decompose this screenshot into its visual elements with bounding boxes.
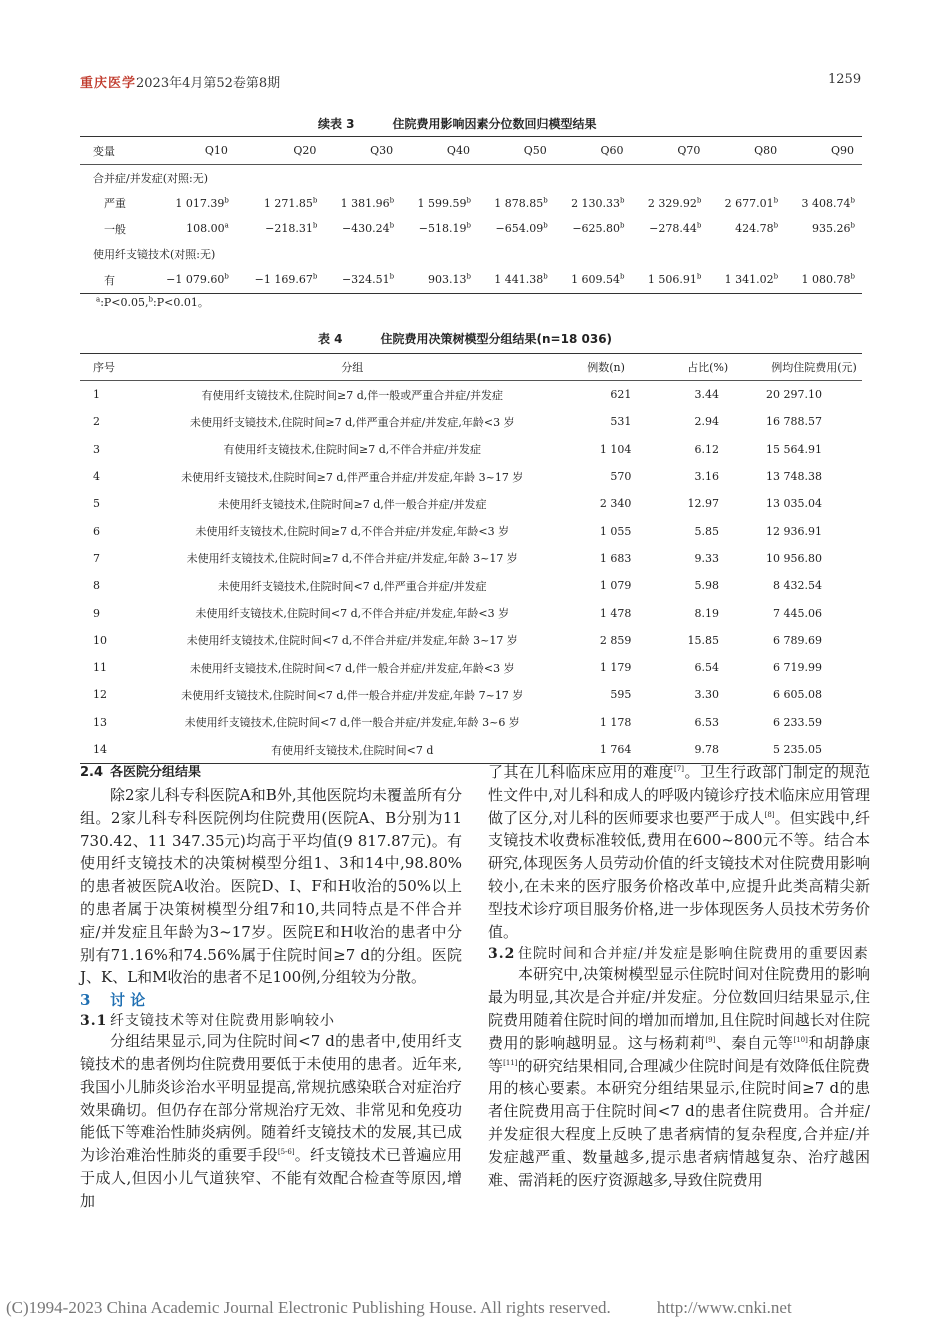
copyright-text: (C)1994-2023 China Academic Journal Electronic Publishing House. All rights reserved. [6, 1298, 611, 1317]
section-number: 3.2 [488, 946, 516, 963]
row-count: 1 179 [599, 661, 632, 675]
table3-cell [147, 191, 236, 217]
section-3-1-paragraph [80, 1030, 462, 1212]
row-cost: 10 956.80 [766, 551, 822, 565]
table3-label: 续表 3 [318, 117, 355, 131]
paragraph-text: 的研究结果相同,合理减少住院时间是有效降低住院费用的核心要素。本研究分组结果显示,住院时间≥7 d的患者住院费用高于住院时间<7 d的患者住院费用。合并症/并发症很大程度上反映了患者病情的复杂程度,合并症/并发症越严重、数量越多,提示患者病情越复杂、治疗越困难、需消耗的医疗资源越多,导致住院费用 [488, 1056, 870, 1189]
table4-title: 住院费用决策树模型分组结果(n=18 036) [380, 332, 613, 346]
row-cost: 5 235.05 [773, 743, 822, 756]
table3-cell [236, 267, 325, 293]
row-cost: 20 297.10 [766, 388, 822, 402]
table-row [80, 517, 862, 544]
table-row [80, 490, 862, 517]
table3-col-q10: Q10 [147, 137, 236, 165]
row-group: 有使用纤支镜技术,住院时间≥7 d,不伴合并症/并发症 [223, 443, 481, 457]
section-3-heading [80, 989, 462, 1010]
row-cost: 6 605.08 [773, 688, 822, 702]
row-count: 570 [610, 470, 632, 484]
row-percent: 6.54 [694, 661, 720, 675]
significance-mark: b [312, 196, 318, 205]
table3-col-q80: Q80 [708, 137, 785, 165]
row-percent: 8.19 [694, 606, 720, 620]
table3-cell [401, 267, 478, 293]
note-a-text: :P<0.05, [100, 296, 149, 309]
row-percent: 15.85 [687, 633, 720, 647]
table4-label: 表 4 [318, 332, 343, 346]
table3-cell [632, 216, 709, 242]
paragraph-text: 分组结果显示,同为住院时间<7 d的患者中,使用纤支镜技术的患者例均住院费用要低于未使用的患者。近年来,我国小儿肺炎诊治水平明显提高,常规抗感染联合对症治疗效果确切。但仍存在部分常规治疗无效、非常见和免疫功能低下等难治性肺炎病例。随着纤支镜技术的发展,其已成为诊治难治性肺炎的重要手段 [80, 1032, 462, 1165]
cell-value: −278.44 [649, 222, 697, 236]
row-index: 8 [93, 579, 100, 593]
table4-col-cost: 例均住院费用(元) [765, 354, 862, 381]
significance-mark: b [543, 196, 548, 205]
row-count: 1 104 [599, 442, 632, 456]
row-group: 有使用纤支镜技术,住院时间≥7 d,伴一般或严重合并症/并发症 [201, 388, 503, 402]
row-cost: 7 445.06 [773, 606, 822, 620]
table-row [80, 599, 862, 626]
row-percent: 6.53 [694, 715, 720, 729]
row-percent: 3.16 [694, 470, 720, 484]
row-group: 未使用纤支镜技术,住院时间≥7 d,伴严重合并症/并发症,年龄 3~17 岁 [181, 470, 524, 484]
cell-value: −654.09 [495, 222, 544, 236]
row-percent: 3.30 [694, 688, 720, 702]
row-count: 531 [610, 415, 632, 429]
significance-mark: b [850, 272, 855, 281]
cell-value: −518.19 [418, 222, 467, 236]
row-count: 1 478 [599, 606, 632, 620]
table-row [80, 408, 862, 435]
section-3-2-heading [488, 943, 870, 963]
row-index: 4 [93, 470, 100, 484]
significance-mark: b [466, 272, 471, 281]
page-number: 1259 [828, 72, 862, 87]
row-group: 未使用纤支镜技术,住院时间<7 d,伴严重合并症/并发症 [218, 579, 487, 593]
cell-value: 2 677.01 [724, 196, 774, 210]
table3-row-label: 严重 [104, 197, 126, 211]
row-index: 1 [93, 388, 100, 402]
significance-mark: b [224, 196, 229, 205]
significance-mark: b [543, 221, 548, 230]
row-group: 未使用纤支镜技术,住院时间<7 d,不伴合并症/并发症,年龄 3~17 岁 [186, 634, 518, 648]
row-cost: 6 789.69 [773, 633, 822, 647]
row-cost: 16 788.57 [766, 415, 822, 429]
row-cost: 12 936.91 [766, 524, 822, 538]
right-column [488, 761, 870, 1191]
paragraph-text: 。卫生行政部门制定的规范性文件中,对儿科和成人的呼吸内镜诊疗技术临床应用管理做了区分,对儿科的医师要求也要严于成人 [488, 763, 870, 827]
table3-col-variable: 变量 [80, 137, 147, 165]
journal-name: 重庆医学 [80, 76, 137, 91]
cell-value: 424.78 [735, 222, 774, 236]
cell-value: −625.80 [572, 222, 621, 236]
cell-value: 1 878.85 [494, 196, 544, 210]
significance-mark: b [466, 221, 471, 230]
citation: [9] [705, 1035, 716, 1044]
significance-mark: b [466, 196, 471, 205]
citation: [11] [503, 1058, 518, 1067]
row-count: 1 764 [599, 743, 632, 756]
table3-col-q30: Q30 [324, 137, 401, 165]
paragraph-text: 本研究中,决策树模型显示住院时间对住院费用的影响最为明显,其次是合并症/并发症。分位数回归结果显示,住院费用随着住院时间的增加而增加,且住院时间越长对住院费用的影响越明显。这与杨莉莉 [488, 965, 870, 1052]
table3 [80, 136, 862, 294]
table3-col-q50: Q50 [478, 137, 555, 165]
table-row [80, 736, 862, 764]
paragraph-text: 了其在儿科临床应用的难度 [488, 763, 675, 781]
cell-value: 935.26 [812, 222, 851, 236]
cell-value: 1 080.78 [801, 273, 851, 287]
cell-value: −324.51 [341, 273, 390, 287]
section-title: 讨 论 [110, 991, 146, 1010]
row-index: 9 [93, 606, 100, 620]
table-row [80, 681, 862, 708]
paragraph-text: 、秦自元等 [715, 1033, 794, 1052]
table4-col-group: 分组 [143, 354, 562, 381]
cell-value: 1 599.59 [417, 196, 467, 210]
section-3-2-paragraph [488, 963, 870, 1191]
table-row [80, 436, 862, 463]
table3-row-label: 有 [104, 273, 115, 287]
table3-cell [632, 191, 709, 217]
row-group: 未使用纤支镜技术,住院时间<7 d,伴一般合并症/并发症,年龄<3 岁 [189, 661, 515, 675]
table3-cell [478, 216, 555, 242]
section-title: 纤支镜技术等对住院费用影响较小 [110, 1013, 335, 1030]
cell-value: 1 609.54 [571, 273, 621, 287]
row-group: 未使用纤支镜技术,住院时间<7 d,伴一般合并症/并发症,年龄 7~17 岁 [181, 688, 524, 702]
table-row [80, 545, 862, 572]
row-percent: 3.44 [694, 388, 720, 402]
cell-value: 3 408.74 [801, 196, 851, 210]
row-cost: 13 035.04 [766, 497, 822, 511]
cell-value: 1 441.38 [494, 273, 544, 287]
table3-title: 住院费用影响因素分位数回归模型结果 [392, 117, 597, 131]
cell-value: 1 506.91 [647, 273, 697, 287]
significance-mark: b [224, 272, 229, 281]
citation: [8] [764, 810, 775, 819]
table3-group-label: 使用纤支镜技术(对照:无) [93, 248, 216, 262]
table3-header-row [80, 137, 862, 165]
paragraph-text: 。但实践中,纤支镜技术收费标准较低,费用在600~800元不等。结合本研究,体现医务人员劳动价值的纤支镜技术对住院费用影响较小,在未来的医疗服务价格改革中,应提升此类高精尖新型技术诊疗项目服务价格,进一步体现医务人员技术劳务价值。 [488, 808, 870, 941]
table3-cell [324, 216, 401, 242]
row-group: 未使用纤支镜技术,住院时间≥7 d,不伴合并症/并发症,年龄 3~17 岁 [186, 552, 518, 566]
significance-mark: b [620, 272, 625, 281]
table3-cell [478, 267, 555, 293]
table3-col-q90: Q90 [785, 137, 862, 165]
table3-cell [555, 267, 632, 293]
row-index: 12 [93, 688, 107, 702]
section-3-1-heading [80, 1010, 462, 1030]
section-2-4-paragraph: 除2家儿科专科医院A和B外,其他医院均未覆盖所有分组。2家儿科专科医院例均住院费用(医院A、B分别为11 730.42、11 347.35元)均高于平均值(9 817.87元)。有使用纤支镜技术的决策树模型分组1、3和14中,98.80%的患者被医院A收治。医院D、I、F和H收治的50%以上的患者属于决策树模型分组7和10,共同特点是不伴合并症/并发症且年龄为3~17岁。医院E和H收治的患者中分别有71.16%和74.56%属于住院时间≥7 d的分组。医院J、K、L和M收治的患者不足100例,分组较为分散。 [80, 786, 462, 987]
table4-col-percent: 占比(%) [649, 354, 765, 381]
row-index: 5 [93, 497, 100, 511]
table4 [80, 353, 862, 764]
table3-cell [708, 191, 785, 217]
significance-mark: b [696, 196, 702, 205]
significance-mark: b [620, 221, 625, 230]
citation: [10] [793, 1035, 808, 1044]
table-row [80, 463, 862, 490]
significance-mark: a [224, 221, 229, 230]
row-count: 621 [610, 388, 632, 402]
row-cost: 13 748.38 [766, 470, 822, 484]
row-group: 未使用纤支镜技术,住院时间≥7 d,伴一般合并症/并发症 [218, 497, 487, 511]
section-number: 2.4 [80, 765, 104, 780]
discussion-paragraph [488, 761, 870, 943]
row-percent: 2.94 [694, 415, 720, 429]
row-percent: 5.85 [694, 524, 720, 538]
row-index: 7 [93, 551, 100, 565]
row-percent: 6.12 [694, 442, 720, 456]
table3-group-comorbidity [80, 165, 862, 191]
citation: [7] [674, 765, 684, 773]
table3-cell [555, 191, 632, 217]
table-row [80, 709, 862, 736]
table3-cell [147, 267, 236, 293]
significance-mark: b [773, 221, 779, 230]
table3-cell [236, 191, 325, 217]
row-cost: 8 432.54 [773, 579, 822, 593]
significance-mark: b [389, 221, 395, 230]
significance-mark: b [696, 272, 702, 281]
table3-cell [555, 216, 632, 242]
table-row [80, 381, 862, 409]
table3-cell [324, 267, 401, 293]
table3-cell [708, 216, 785, 242]
significance-mark: b [773, 272, 779, 281]
section-number: 3 [80, 991, 91, 1010]
table3-group-bronchoscopy [80, 242, 862, 268]
table3-cell [785, 267, 862, 293]
citation: [5-6] [277, 1148, 295, 1157]
table3-cell [147, 216, 236, 242]
significance-mark: b [773, 196, 779, 205]
row-index: 11 [93, 661, 107, 675]
footer [6, 1298, 792, 1318]
table4-col-count: 例数(n) [562, 354, 650, 381]
row-cost: 6 719.99 [773, 661, 822, 675]
row-index: 14 [93, 743, 107, 756]
journal-issue: 2023年4月第52卷第8期 [136, 76, 281, 91]
table-row [80, 267, 862, 293]
row-count: 2 340 [599, 497, 632, 511]
row-percent: 12.97 [687, 497, 720, 511]
row-count: 1 055 [599, 524, 632, 538]
table3-group-label: 合并症/并发症(对照:无) [93, 171, 208, 185]
journal-header [80, 72, 280, 91]
table3-cell [632, 267, 709, 293]
table3-cell [478, 191, 555, 217]
paragraph-text: 。纤支镜技术已普遍应用于成人,但因小儿气道狭窄、不能有效配合检查等原因,增加 [80, 1146, 462, 1210]
row-group: 未使用纤支镜技术,住院时间≥7 d,不伴合并症/并发症,年龄<3 岁 [195, 525, 510, 539]
row-count: 595 [610, 688, 632, 702]
section-title: 住院时间和合并症/并发症是影响住院费用的重要因素 [518, 946, 869, 963]
table3-cell [401, 216, 478, 242]
significance-mark: b [312, 272, 318, 281]
table3-cell [785, 216, 862, 242]
table4-col-index: 序号 [80, 354, 143, 381]
row-count: 1 079 [599, 579, 632, 593]
row-percent: 9.78 [694, 743, 720, 756]
section-title: 各医院分组结果 [110, 765, 202, 780]
cell-value: 903.13 [427, 273, 467, 287]
table-row [80, 654, 862, 681]
cell-value: 1 341.02 [724, 273, 774, 287]
significance-mark: b [620, 196, 625, 205]
cell-value: −430.24 [341, 222, 390, 236]
row-index: 6 [93, 524, 100, 538]
significance-mark: b [543, 272, 548, 281]
section-number: 3.1 [80, 1013, 108, 1030]
note-a-mark: a [96, 295, 101, 304]
row-index: 13 [93, 715, 107, 729]
paragraph-text: 和胡静康等 [488, 1033, 870, 1075]
row-group: 有使用纤支镜技术,住院时间<7 d [271, 743, 434, 757]
significance-mark: b [696, 221, 702, 230]
cell-value: 108.00 [186, 222, 225, 236]
table3-row-label: 一般 [104, 222, 126, 236]
significance-mark: b [389, 196, 395, 205]
cell-value: 2 329.92 [647, 196, 697, 210]
significance-mark: b [850, 196, 855, 205]
left-column [80, 761, 462, 1213]
table3-col-q70: Q70 [632, 137, 709, 165]
row-percent: 9.33 [694, 551, 720, 565]
table3-cell [401, 191, 478, 217]
row-index: 10 [93, 633, 107, 647]
table4-header-row [80, 354, 862, 381]
significance-mark: b [389, 272, 395, 281]
cell-value: 2 130.33 [571, 196, 621, 210]
site-link[interactable]: http://www.cnki.net [656, 1298, 792, 1317]
cell-value: 1 381.96 [340, 196, 390, 210]
significance-mark: b [850, 221, 855, 230]
cell-value: −218.31 [265, 222, 313, 236]
table3-col-q40: Q40 [401, 137, 478, 165]
table-row [80, 627, 862, 654]
cell-value: 1 017.39 [175, 196, 225, 210]
table3-cell [785, 191, 862, 217]
row-index: 3 [93, 442, 100, 456]
note-b-text: :P<0.01。 [153, 296, 209, 309]
table3-cell [708, 267, 785, 293]
table3-col-q20: Q20 [236, 137, 325, 165]
table3-footnote [96, 294, 209, 310]
cell-value: 1 271.85 [263, 196, 313, 210]
table3-caption [318, 115, 597, 132]
row-group: 未使用纤支镜技术,住院时间<7 d,伴一般合并症/并发症,年龄 3~6 岁 [184, 716, 520, 730]
significance-mark: b [312, 221, 318, 230]
section-2-4-heading [80, 761, 462, 780]
row-group: 未使用纤支镜技术,住院时间≥7 d,伴严重合并症/并发症,年龄<3 岁 [189, 415, 515, 429]
row-count: 1 178 [599, 715, 632, 729]
table-row [80, 216, 862, 242]
row-count: 1 683 [599, 551, 632, 565]
table-row [80, 572, 862, 599]
table4-caption [318, 330, 612, 347]
table3-col-q60: Q60 [555, 137, 632, 165]
row-count: 2 859 [599, 633, 632, 647]
table3-cell [236, 216, 325, 242]
row-index: 2 [93, 415, 100, 429]
table-row [80, 191, 862, 217]
cell-value: −1 079.60 [166, 273, 225, 287]
row-group: 未使用纤支镜技术,住院时间<7 d,不伴合并症/并发症,年龄<3 岁 [195, 607, 510, 621]
table3-cell [324, 191, 401, 217]
cell-value: −1 169.67 [254, 273, 313, 287]
row-cost: 6 233.59 [773, 715, 822, 729]
note-b-mark: b [148, 295, 153, 304]
row-cost: 15 564.91 [766, 442, 822, 456]
row-percent: 5.98 [694, 579, 720, 593]
